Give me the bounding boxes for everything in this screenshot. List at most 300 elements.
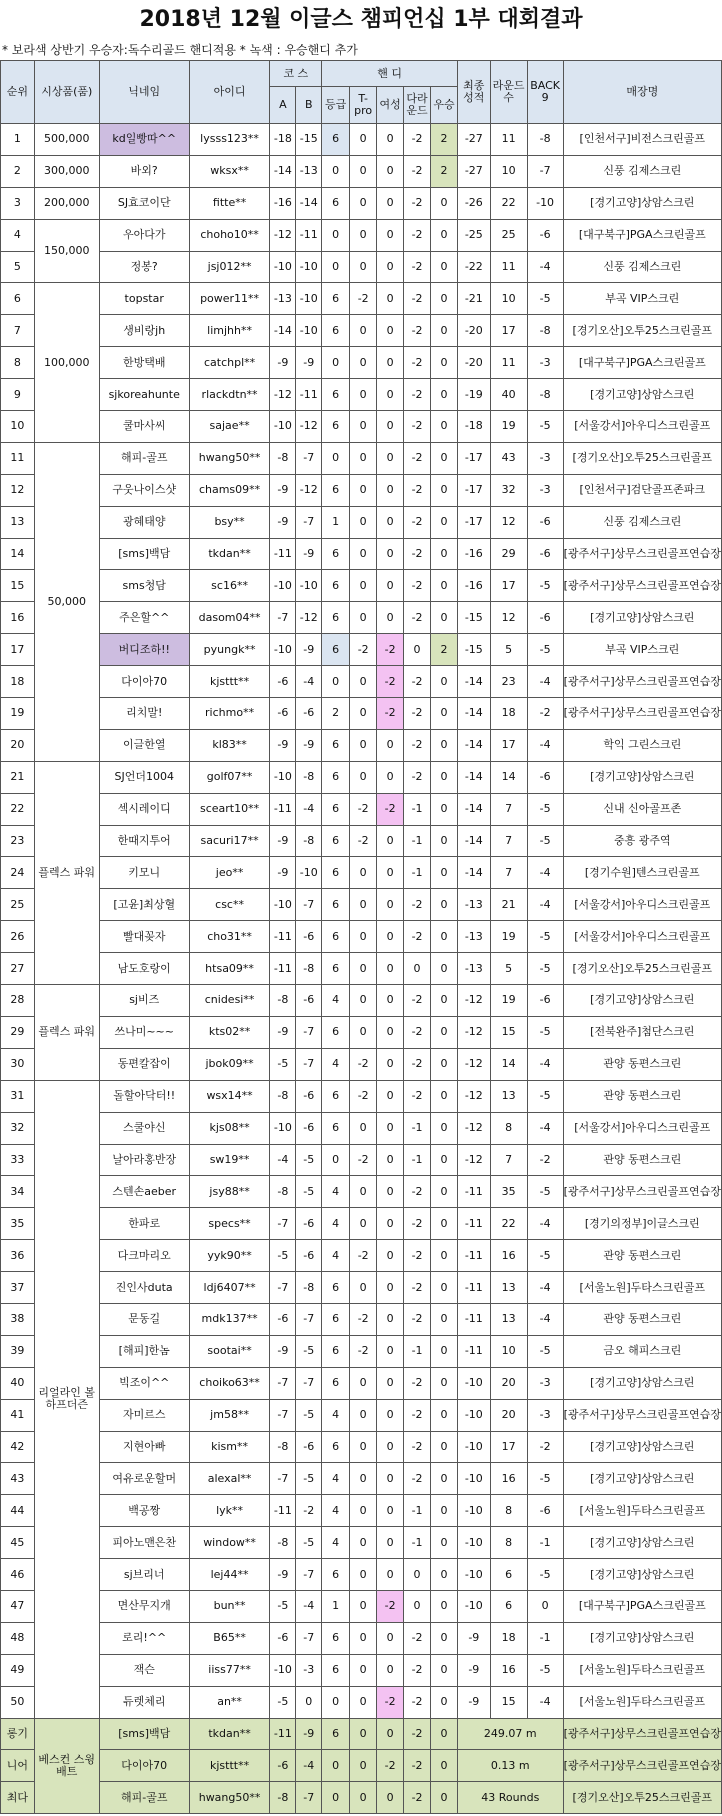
tpro-cell: 0 bbox=[350, 124, 377, 156]
win-cell: 0 bbox=[431, 1463, 458, 1495]
rounds-cell: 17 bbox=[490, 315, 527, 347]
header-final: 최종성적 bbox=[458, 61, 491, 124]
store-cell: [대구북구]PGA스크린골프 bbox=[563, 347, 721, 379]
award-label: 니어 bbox=[1, 1750, 35, 1782]
final-cell: -10 bbox=[458, 1431, 491, 1463]
rank-cell: 5 bbox=[1, 251, 35, 283]
award-id: tkdan** bbox=[189, 1718, 270, 1750]
a-cell: -8 bbox=[270, 1176, 296, 1208]
prize-cell: 150,000 bbox=[34, 219, 99, 283]
legend-notes: * 보라색 상반기 우승자:독수리골드 핸디적용 * 녹색 : 우승핸디 추가 bbox=[2, 43, 358, 57]
store-cell: [경기고양]상암스크린 bbox=[563, 985, 721, 1017]
female-cell: 0 bbox=[377, 889, 404, 921]
final-cell: -16 bbox=[458, 570, 491, 602]
award-result: 0.13 m bbox=[458, 1750, 564, 1782]
final-cell: -10 bbox=[458, 1367, 491, 1399]
b-cell: -8 bbox=[296, 825, 322, 857]
nickname-cell: kd일빵따^^ bbox=[99, 124, 189, 156]
store-cell: [경기오산]오투25스크린골프 bbox=[563, 953, 721, 985]
tpro-cell: 0 bbox=[350, 570, 377, 602]
b-cell: -7 bbox=[296, 889, 322, 921]
b-cell: -12 bbox=[296, 474, 322, 506]
tpro-cell: -2 bbox=[350, 283, 377, 315]
rounds-cell: 8 bbox=[490, 1527, 527, 1559]
grade-cell: 2 bbox=[322, 698, 350, 730]
female-cell: 0 bbox=[377, 1016, 404, 1048]
grade-cell: 0 bbox=[322, 219, 350, 251]
win-cell: 0 bbox=[431, 793, 458, 825]
final-cell: -14 bbox=[458, 793, 491, 825]
nickname-cell: 돌할아닥터!! bbox=[99, 1080, 189, 1112]
back9-cell: -5 bbox=[527, 1654, 563, 1686]
id-cell: sw19** bbox=[189, 1144, 270, 1176]
award-result: 249.07 m bbox=[458, 1718, 564, 1750]
nickname-cell: 쓰나미~~~ bbox=[99, 1016, 189, 1048]
tpro-cell: -2 bbox=[350, 1080, 377, 1112]
rounds-cell: 35 bbox=[490, 1176, 527, 1208]
id-cell: alexal** bbox=[189, 1463, 270, 1495]
id-cell: B65** bbox=[189, 1622, 270, 1654]
a-cell: -6 bbox=[270, 1622, 296, 1654]
rounds-cell: 19 bbox=[490, 411, 527, 443]
win-cell: 0 bbox=[431, 1367, 458, 1399]
a-cell: -11 bbox=[270, 953, 296, 985]
back9-cell: -5 bbox=[527, 953, 563, 985]
female-cell: 0 bbox=[377, 1622, 404, 1654]
tpro-cell: 0 bbox=[350, 315, 377, 347]
rounds-cell: 32 bbox=[490, 474, 527, 506]
final-cell: -9 bbox=[458, 1686, 491, 1718]
id-cell: yyk90** bbox=[189, 1240, 270, 1272]
store-cell: [광주서구]상무스크린골프연습장 bbox=[563, 1399, 721, 1431]
b-cell: -4 bbox=[296, 793, 322, 825]
round-cell: -2 bbox=[404, 251, 431, 283]
id-cell: pyungk** bbox=[189, 634, 270, 666]
store-cell: [전북완주]첨단스크린 bbox=[563, 1016, 721, 1048]
table-row bbox=[1, 761, 722, 793]
id-cell: wsx14** bbox=[189, 1080, 270, 1112]
final-cell: -17 bbox=[458, 442, 491, 474]
b-cell: -5 bbox=[296, 1335, 322, 1367]
final-cell: -14 bbox=[458, 857, 491, 889]
round-cell: -2 bbox=[404, 1016, 431, 1048]
header-id: 아이디 bbox=[189, 61, 270, 124]
rounds-cell: 22 bbox=[490, 1208, 527, 1240]
a-cell: -10 bbox=[270, 1112, 296, 1144]
rounds-cell: 14 bbox=[490, 1048, 527, 1080]
b-cell: -6 bbox=[296, 1112, 322, 1144]
header-rounds: 라운드 수 bbox=[490, 61, 527, 124]
b-cell: -3 bbox=[296, 1654, 322, 1686]
tpro-cell: -2 bbox=[350, 1240, 377, 1272]
back9-cell: -4 bbox=[527, 857, 563, 889]
grade-cell: 6 bbox=[322, 634, 350, 666]
rounds-cell: 22 bbox=[490, 187, 527, 219]
rank-cell: 25 bbox=[1, 889, 35, 921]
id-cell: choho10** bbox=[189, 219, 270, 251]
rank-cell: 24 bbox=[1, 857, 35, 889]
b-cell: -6 bbox=[296, 698, 322, 730]
round-cell: -2 bbox=[404, 1303, 431, 1335]
tpro-cell: 0 bbox=[350, 411, 377, 443]
win-cell: 0 bbox=[431, 411, 458, 443]
a-cell: -10 bbox=[270, 761, 296, 793]
rank-cell: 35 bbox=[1, 1208, 35, 1240]
rounds-cell: 18 bbox=[490, 1622, 527, 1654]
rank-cell: 4 bbox=[1, 219, 35, 251]
grade-cell: 4 bbox=[322, 1495, 350, 1527]
final-cell: -13 bbox=[458, 953, 491, 985]
grade-cell: 0 bbox=[322, 251, 350, 283]
a-cell: -11 bbox=[270, 793, 296, 825]
final-cell: -15 bbox=[458, 602, 491, 634]
win-cell: 0 bbox=[431, 1016, 458, 1048]
table-row bbox=[1, 1622, 722, 1654]
a-cell: -16 bbox=[270, 187, 296, 219]
final-cell: -18 bbox=[458, 411, 491, 443]
id-cell: jm58** bbox=[189, 1399, 270, 1431]
rank-cell: 10 bbox=[1, 411, 35, 443]
final-cell: -17 bbox=[458, 506, 491, 538]
a-cell: -10 bbox=[270, 634, 296, 666]
b-cell: -10 bbox=[296, 857, 322, 889]
rank-cell: 7 bbox=[1, 315, 35, 347]
rounds-cell: 14 bbox=[490, 761, 527, 793]
b-cell: -5 bbox=[296, 1144, 322, 1176]
store-cell: [경기오산]오투25스크린골프 bbox=[563, 315, 721, 347]
id-cell: csc** bbox=[189, 889, 270, 921]
id-cell: jsy88** bbox=[189, 1176, 270, 1208]
table-row bbox=[1, 124, 722, 156]
prize-cell: 리얼라인 볼 하프더즌 bbox=[34, 1080, 99, 1718]
grade-cell: 6 bbox=[322, 953, 350, 985]
rank-cell: 14 bbox=[1, 538, 35, 570]
final-cell: -21 bbox=[458, 283, 491, 315]
rounds-cell: 11 bbox=[490, 347, 527, 379]
back9-cell: -8 bbox=[527, 124, 563, 156]
a-cell: -9 bbox=[270, 1559, 296, 1591]
round-cell: 0 bbox=[404, 953, 431, 985]
a-cell: -5 bbox=[270, 1240, 296, 1272]
tpro-cell: 0 bbox=[350, 474, 377, 506]
id-cell: tkdan** bbox=[189, 538, 270, 570]
rounds-cell: 13 bbox=[490, 1080, 527, 1112]
rank-cell: 11 bbox=[1, 442, 35, 474]
award-id: kjsttt** bbox=[189, 1750, 270, 1782]
back9-cell: -4 bbox=[527, 889, 563, 921]
final-cell: -12 bbox=[458, 985, 491, 1017]
female-cell: -2 bbox=[377, 634, 404, 666]
grade-cell: 6 bbox=[322, 1431, 350, 1463]
win-cell: 2 bbox=[431, 155, 458, 187]
round-cell: -2 bbox=[404, 921, 431, 953]
rank-cell: 49 bbox=[1, 1654, 35, 1686]
store-cell: 관양 동편스크린 bbox=[563, 1240, 721, 1272]
id-cell: cho31** bbox=[189, 921, 270, 953]
rounds-cell: 8 bbox=[490, 1112, 527, 1144]
nickname-cell: sjkoreahunte bbox=[99, 379, 189, 411]
back9-cell: -5 bbox=[527, 1335, 563, 1367]
store-cell: [경기고양]상암스크린 bbox=[563, 1559, 721, 1591]
store-cell: [경기고양]상암스크린 bbox=[563, 602, 721, 634]
table-row bbox=[1, 985, 722, 1017]
female-cell: -2 bbox=[377, 1686, 404, 1718]
award-store: [경기오산]오투25스크린골프 bbox=[563, 1782, 721, 1814]
b-cell: -7 bbox=[296, 1622, 322, 1654]
a-cell: -12 bbox=[270, 379, 296, 411]
id-cell: kl83** bbox=[189, 729, 270, 761]
table-row bbox=[1, 570, 722, 602]
back9-cell: -1 bbox=[527, 1527, 563, 1559]
female-cell: 0 bbox=[377, 1527, 404, 1559]
id-cell: sajae** bbox=[189, 411, 270, 443]
back9-cell: -4 bbox=[527, 251, 563, 283]
table-row bbox=[1, 379, 722, 411]
store-cell: [서울강서]아우디스크린골프 bbox=[563, 889, 721, 921]
round-cell: -2 bbox=[404, 1240, 431, 1272]
rounds-cell: 20 bbox=[490, 1399, 527, 1431]
grade-cell: 6 bbox=[322, 538, 350, 570]
id-cell: richmo** bbox=[189, 698, 270, 730]
a-cell: -13 bbox=[270, 283, 296, 315]
header-prize: 시상품(품) bbox=[34, 61, 99, 124]
rank-cell: 23 bbox=[1, 825, 35, 857]
award-female: 0 bbox=[377, 1782, 404, 1814]
table-row bbox=[1, 1559, 722, 1591]
header-grade: 등급 bbox=[322, 87, 350, 124]
store-cell: [인천서구]비전스크린골프 bbox=[563, 124, 721, 156]
back9-cell: -5 bbox=[527, 570, 563, 602]
tpro-cell: -2 bbox=[350, 1048, 377, 1080]
tpro-cell: -2 bbox=[350, 1303, 377, 1335]
b-cell: -11 bbox=[296, 379, 322, 411]
table-row bbox=[1, 889, 722, 921]
tpro-cell: -2 bbox=[350, 793, 377, 825]
header-rank: 순위 bbox=[1, 61, 35, 124]
final-cell: -10 bbox=[458, 1463, 491, 1495]
round-cell: -2 bbox=[404, 1622, 431, 1654]
nickname-cell: sms청담 bbox=[99, 570, 189, 602]
award-win: 0 bbox=[431, 1782, 458, 1814]
nickname-cell: 생비랑jh bbox=[99, 315, 189, 347]
award-label: 최다 bbox=[1, 1782, 35, 1814]
female-cell: 0 bbox=[377, 411, 404, 443]
back9-cell: -6 bbox=[527, 1495, 563, 1527]
rank-cell: 43 bbox=[1, 1463, 35, 1495]
table-row bbox=[1, 1240, 722, 1272]
final-cell: -19 bbox=[458, 379, 491, 411]
back9-cell: -5 bbox=[527, 1463, 563, 1495]
round-cell: -2 bbox=[404, 1080, 431, 1112]
tpro-cell: -2 bbox=[350, 825, 377, 857]
rank-cell: 39 bbox=[1, 1335, 35, 1367]
final-cell: -14 bbox=[458, 761, 491, 793]
b-cell: -7 bbox=[296, 1048, 322, 1080]
final-cell: -10 bbox=[458, 1527, 491, 1559]
b-cell: -5 bbox=[296, 1463, 322, 1495]
round-cell: -2 bbox=[404, 985, 431, 1017]
award-b: -4 bbox=[296, 1750, 322, 1782]
rounds-cell: 10 bbox=[490, 1335, 527, 1367]
nickname-cell: 쿨마사씨 bbox=[99, 411, 189, 443]
final-cell: -17 bbox=[458, 474, 491, 506]
nickname-cell: 듀렛체리 bbox=[99, 1686, 189, 1718]
a-cell: -9 bbox=[270, 506, 296, 538]
award-row bbox=[1, 1718, 722, 1750]
win-cell: 0 bbox=[431, 1272, 458, 1304]
back9-cell: -2 bbox=[527, 1431, 563, 1463]
round-cell: -2 bbox=[404, 187, 431, 219]
rounds-cell: 16 bbox=[490, 1240, 527, 1272]
win-cell: 0 bbox=[431, 1112, 458, 1144]
win-cell: 0 bbox=[431, 1144, 458, 1176]
win-cell: 0 bbox=[431, 1431, 458, 1463]
round-cell: -2 bbox=[404, 602, 431, 634]
win-cell: 0 bbox=[431, 761, 458, 793]
female-cell: 0 bbox=[377, 570, 404, 602]
rounds-cell: 10 bbox=[490, 155, 527, 187]
table-row bbox=[1, 1112, 722, 1144]
grade-cell: 4 bbox=[322, 985, 350, 1017]
store-cell: 관양 동편스크린 bbox=[563, 1144, 721, 1176]
win-cell: 0 bbox=[431, 1399, 458, 1431]
final-cell: -13 bbox=[458, 921, 491, 953]
win-cell: 0 bbox=[431, 1208, 458, 1240]
back9-cell: -1 bbox=[527, 1622, 563, 1654]
store-cell: [인천서구]검단골프존파크 bbox=[563, 474, 721, 506]
win-cell: 0 bbox=[431, 953, 458, 985]
win-cell: 0 bbox=[431, 1240, 458, 1272]
nickname-cell: 구웃나이스샷 bbox=[99, 474, 189, 506]
rank-cell: 6 bbox=[1, 283, 35, 315]
b-cell: -10 bbox=[296, 283, 322, 315]
table-row bbox=[1, 1080, 722, 1112]
table-row bbox=[1, 1686, 722, 1718]
nickname-cell: 리치말! bbox=[99, 698, 189, 730]
a-cell: -8 bbox=[270, 1431, 296, 1463]
rounds-cell: 11 bbox=[490, 124, 527, 156]
win-cell: 2 bbox=[431, 124, 458, 156]
back9-cell: -6 bbox=[527, 985, 563, 1017]
rank-cell: 41 bbox=[1, 1399, 35, 1431]
female-cell: 0 bbox=[377, 1399, 404, 1431]
round-cell: -2 bbox=[404, 347, 431, 379]
rounds-cell: 5 bbox=[490, 634, 527, 666]
grade-cell: 6 bbox=[322, 1112, 350, 1144]
award-nick: 다이아70 bbox=[99, 1750, 189, 1782]
a-cell: -9 bbox=[270, 1335, 296, 1367]
b-cell: -6 bbox=[296, 985, 322, 1017]
final-cell: -11 bbox=[458, 1240, 491, 1272]
rank-cell: 42 bbox=[1, 1431, 35, 1463]
win-cell: 0 bbox=[431, 1335, 458, 1367]
female-cell: 0 bbox=[377, 1080, 404, 1112]
win-cell: 2 bbox=[431, 634, 458, 666]
rank-cell: 1 bbox=[1, 124, 35, 156]
a-cell: -14 bbox=[270, 155, 296, 187]
a-cell: -6 bbox=[270, 698, 296, 730]
grade-cell: 6 bbox=[322, 1272, 350, 1304]
final-cell: -10 bbox=[458, 1559, 491, 1591]
grade-cell: 6 bbox=[322, 1016, 350, 1048]
back9-cell: -5 bbox=[527, 283, 563, 315]
female-cell: 0 bbox=[377, 1112, 404, 1144]
tpro-cell: 0 bbox=[350, 347, 377, 379]
store-cell: 금오 해피스크린 bbox=[563, 1335, 721, 1367]
rank-cell: 3 bbox=[1, 187, 35, 219]
round-cell: 0 bbox=[404, 634, 431, 666]
store-cell: 부곡 VIP스크린 bbox=[563, 634, 721, 666]
tpro-cell: 0 bbox=[350, 985, 377, 1017]
grade-cell: 6 bbox=[322, 1367, 350, 1399]
female-cell: 0 bbox=[377, 1303, 404, 1335]
grade-cell: 4 bbox=[322, 1208, 350, 1240]
id-cell: htsa09** bbox=[189, 953, 270, 985]
award-store: [광주서구]상무스크린골프연습장 bbox=[563, 1718, 721, 1750]
female-cell: 0 bbox=[377, 1176, 404, 1208]
rank-cell: 22 bbox=[1, 793, 35, 825]
store-cell: [경기오산]오투25스크린골프 bbox=[563, 442, 721, 474]
back9-cell: -5 bbox=[527, 825, 563, 857]
id-cell: an** bbox=[189, 1686, 270, 1718]
b-cell: -9 bbox=[296, 538, 322, 570]
rounds-cell: 15 bbox=[490, 1016, 527, 1048]
nickname-cell: 백공짱 bbox=[99, 1495, 189, 1527]
store-cell: [경기고양]상암스크린 bbox=[563, 187, 721, 219]
rank-cell: 48 bbox=[1, 1622, 35, 1654]
back9-cell: -6 bbox=[527, 602, 563, 634]
round-cell: -2 bbox=[404, 570, 431, 602]
nickname-cell: 여유로운할머 bbox=[99, 1463, 189, 1495]
back9-cell: -5 bbox=[527, 1559, 563, 1591]
round-cell: -2 bbox=[404, 729, 431, 761]
a-cell: -9 bbox=[270, 825, 296, 857]
a-cell: -7 bbox=[270, 602, 296, 634]
id-cell: sootai** bbox=[189, 1335, 270, 1367]
a-cell: -8 bbox=[270, 442, 296, 474]
back9-cell: -5 bbox=[527, 793, 563, 825]
id-cell: catchpl** bbox=[189, 347, 270, 379]
table-row bbox=[1, 1016, 722, 1048]
tpro-cell: -2 bbox=[350, 1335, 377, 1367]
rounds-cell: 17 bbox=[490, 570, 527, 602]
win-cell: 0 bbox=[431, 1654, 458, 1686]
female-cell: 0 bbox=[377, 825, 404, 857]
table-row bbox=[1, 1463, 722, 1495]
final-cell: -26 bbox=[458, 187, 491, 219]
female-cell: 0 bbox=[377, 1240, 404, 1272]
rank-cell: 2 bbox=[1, 155, 35, 187]
rank-cell: 16 bbox=[1, 602, 35, 634]
final-cell: -22 bbox=[458, 251, 491, 283]
round-cell: -2 bbox=[404, 315, 431, 347]
rounds-cell: 21 bbox=[490, 889, 527, 921]
rank-cell: 29 bbox=[1, 1016, 35, 1048]
header-round: 다라운드 bbox=[404, 87, 431, 124]
b-cell: -9 bbox=[296, 634, 322, 666]
round-cell: -2 bbox=[404, 538, 431, 570]
id-cell: iiss77** bbox=[189, 1654, 270, 1686]
id-cell: jeo** bbox=[189, 857, 270, 889]
table-row bbox=[1, 283, 722, 315]
store-cell: [경기고양]상암스크린 bbox=[563, 1622, 721, 1654]
header-female: 여성 bbox=[377, 87, 404, 124]
back9-cell: -4 bbox=[527, 729, 563, 761]
back9-cell: -3 bbox=[527, 1367, 563, 1399]
final-cell: -9 bbox=[458, 1654, 491, 1686]
store-cell: [서울노원]두타스크린골프 bbox=[563, 1654, 721, 1686]
table-row bbox=[1, 155, 722, 187]
